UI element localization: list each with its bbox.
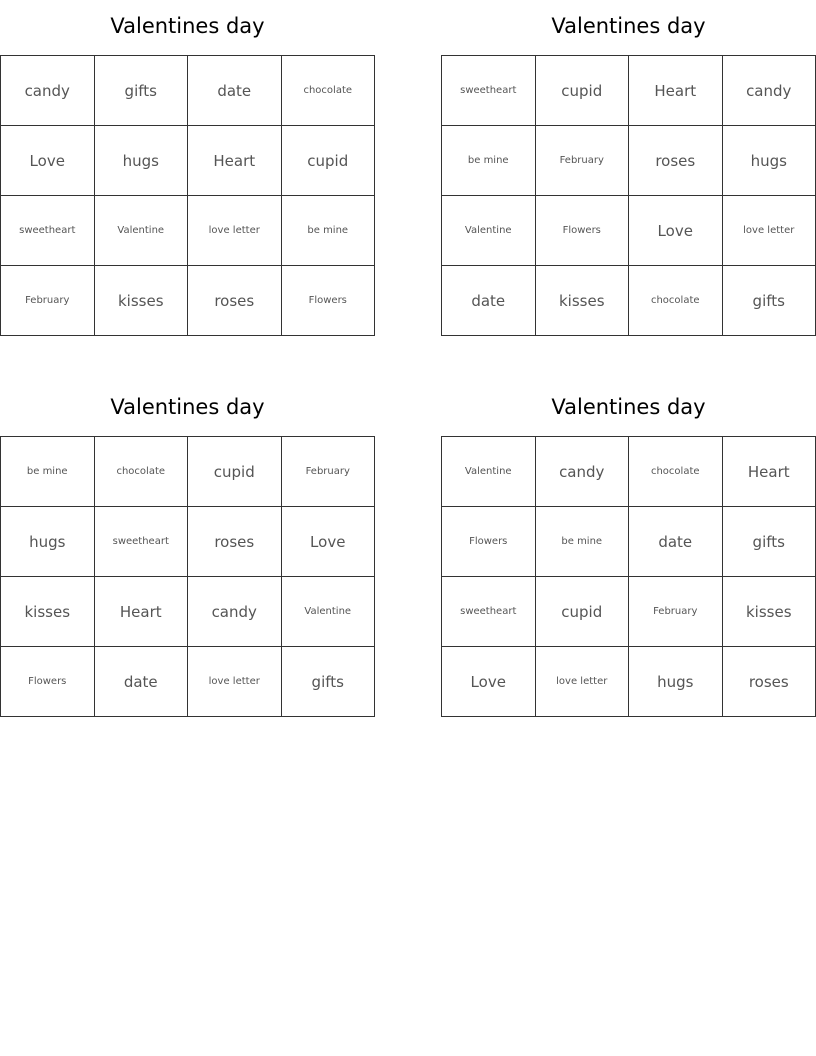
bingo-cell: gifts <box>723 266 816 336</box>
bingo-cell: sweetheart <box>442 56 536 126</box>
bingo-cell: be mine <box>442 126 536 196</box>
bingo-cell: kisses <box>723 577 816 647</box>
bingo-cell: candy <box>723 56 816 126</box>
bingo-cell: February <box>1 266 95 336</box>
bingo-cell: love letter <box>723 196 816 266</box>
bingo-cell: candy <box>536 437 630 507</box>
bingo-cell: sweetheart <box>442 577 536 647</box>
bingo-cell: Flowers <box>1 647 95 717</box>
bingo-cell: chocolate <box>629 437 723 507</box>
bingo-cell: kisses <box>1 577 95 647</box>
bingo-cell: Valentine <box>442 196 536 266</box>
bingo-cell: Flowers <box>282 266 376 336</box>
bingo-cell: Love <box>1 126 95 196</box>
bingo-cell: Heart <box>629 56 723 126</box>
bingo-cell: roses <box>629 126 723 196</box>
card-title: Valentines day <box>110 14 265 38</box>
bingo-cell: roses <box>723 647 816 717</box>
card-title: Valentines day <box>551 14 706 38</box>
bingo-cell: candy <box>188 577 282 647</box>
bingo-cell: date <box>95 647 189 717</box>
bingo-cell: roses <box>188 266 282 336</box>
bingo-cell: love letter <box>536 647 630 717</box>
bingo-cell: Valentine <box>442 437 536 507</box>
bingo-cell: Valentine <box>282 577 376 647</box>
bingo-grid <box>0 436 375 717</box>
bingo-cell: gifts <box>723 507 816 577</box>
bingo-cell: Heart <box>188 126 282 196</box>
bingo-cell: chocolate <box>282 56 376 126</box>
bingo-grid <box>0 55 375 336</box>
bingo-cell: date <box>442 266 536 336</box>
bingo-cell: kisses <box>95 266 189 336</box>
bingo-card-3 <box>0 381 375 717</box>
bingo-cell: cupid <box>536 56 630 126</box>
bingo-card-4 <box>441 381 816 717</box>
bingo-cell: February <box>629 577 723 647</box>
bingo-cell: hugs <box>95 126 189 196</box>
bingo-cell: Flowers <box>442 507 536 577</box>
card-title: Valentines day <box>551 395 706 419</box>
bingo-cell: Valentine <box>95 196 189 266</box>
bingo-cell: Flowers <box>536 196 630 266</box>
bingo-cell: candy <box>1 56 95 126</box>
bingo-cell: gifts <box>282 647 376 717</box>
bingo-cell: be mine <box>536 507 630 577</box>
bingo-grid <box>441 436 816 717</box>
card-title: Valentines day <box>110 395 265 419</box>
bingo-cell: kisses <box>536 266 630 336</box>
bingo-cell: Love <box>629 196 723 266</box>
bingo-cell: chocolate <box>95 437 189 507</box>
bingo-card-2 <box>441 0 816 336</box>
bingo-cell: Love <box>442 647 536 717</box>
bingo-cell: cupid <box>282 126 376 196</box>
bingo-cell: Heart <box>95 577 189 647</box>
bingo-cell: sweetheart <box>95 507 189 577</box>
bingo-cell: hugs <box>1 507 95 577</box>
bingo-cell: be mine <box>282 196 376 266</box>
bingo-cell: love letter <box>188 196 282 266</box>
bingo-cell: hugs <box>723 126 816 196</box>
bingo-cell: sweetheart <box>1 196 95 266</box>
bingo-cell: be mine <box>1 437 95 507</box>
bingo-cell: Love <box>282 507 376 577</box>
bingo-cell: February <box>536 126 630 196</box>
bingo-cell: date <box>629 507 723 577</box>
bingo-cell: Heart <box>723 437 816 507</box>
bingo-cell: love letter <box>188 647 282 717</box>
bingo-card-1 <box>0 0 375 336</box>
bingo-cell: hugs <box>629 647 723 717</box>
bingo-cell: roses <box>188 507 282 577</box>
bingo-cell: February <box>282 437 376 507</box>
bingo-cell: gifts <box>95 56 189 126</box>
bingo-grid <box>441 55 816 336</box>
bingo-cell: cupid <box>188 437 282 507</box>
bingo-cell: cupid <box>536 577 630 647</box>
bingo-cell: date <box>188 56 282 126</box>
bingo-cell: chocolate <box>629 266 723 336</box>
